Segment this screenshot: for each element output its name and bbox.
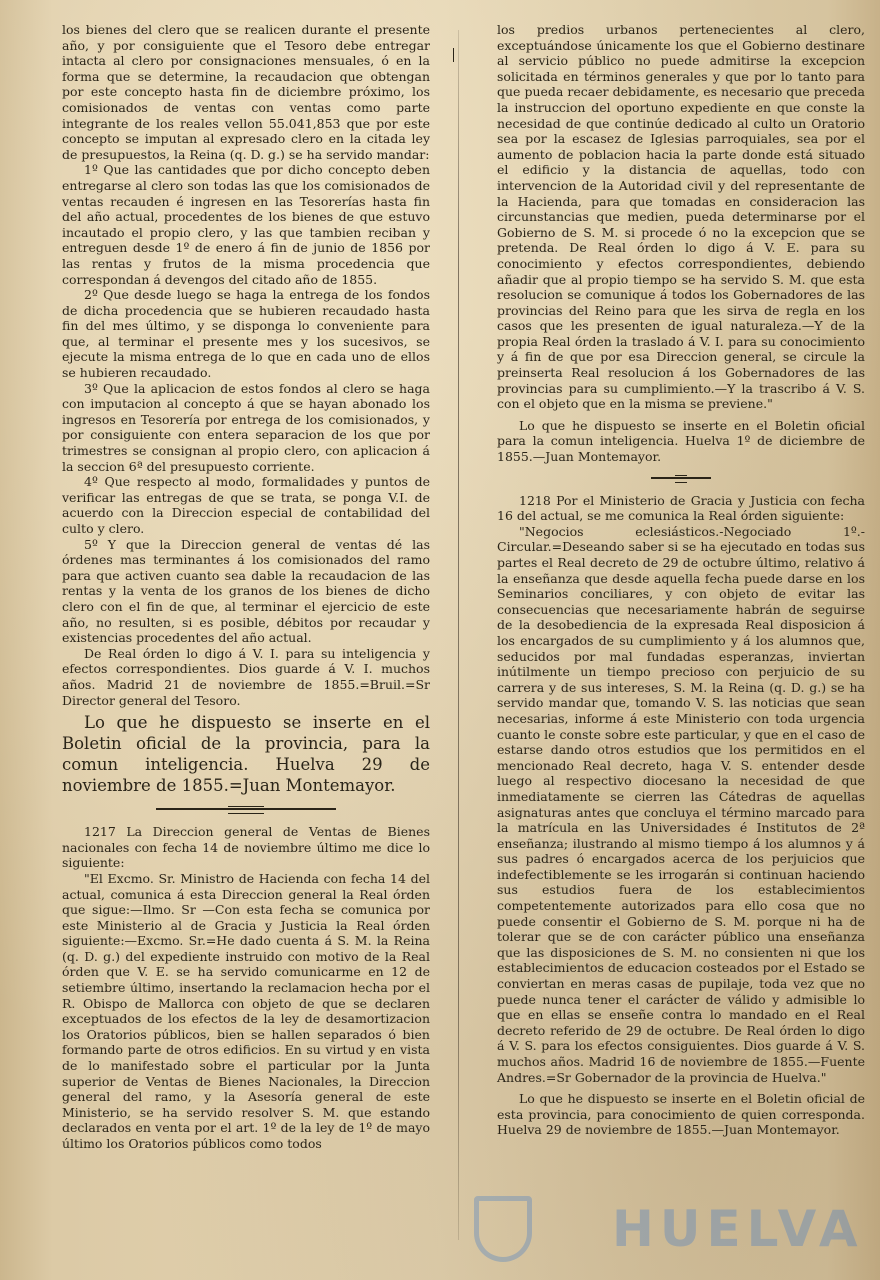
paragraph: De Real órden lo digo á V. I. para su inteligencia y efectos correspondientes. Dios guarde á V. I. muchos años. Madrid 21 de noviembre de 1855.=Bruil.=Sr Director general del Tesoro.: [62, 645, 430, 708]
huelva-watermark: [474, 1196, 864, 1262]
section-divider: [156, 804, 336, 814]
section-divider: [651, 473, 711, 483]
paragraph: 2º Que desde luego se haga la entrega de los fondos de dicha procedencia que se hubieren recaudado hasta fin del mes último, y se disponga lo conveniente para que, al terminar el presente mes y los sucesivos, se ejecute la misma entrega de lo que en cada uno de ellos se hubieren recaudado.: [62, 287, 430, 381]
paragraph: 3º Que la aplicacion de estos fondos al clero se haga con imputacion al concepto á que se hayan abonado los ingresos en Tesorería por entrega de los comisionados, y por consiguiente con entera separacion de los que por trimestres se consignan al propio clero, con aplicacion á la seccion 6ª del presupuesto corriente.: [62, 380, 430, 474]
section-1217-heading: 1217 La Direccion general de Ventas de Bienes nacionales con fecha 14 de noviembre último me dice lo siguiente:: [62, 824, 430, 871]
paragraph: "Negocios eclesiásticos.-Negociado 1º.-Circular.=Deseando saber si se ha ejecutado en todas sus partes el Real decreto de 29 de octubre último, relativo á la enseñanza que desde aquella fecha puede darse en los Seminarios conciliares, y con objeto de evitar las consecuencias que necesariamente habrán de seguirse de la desobediencia de la expresada Real disposicion á los encargados de su cumplimiento y á los alumnos que, seducidos por mal fundadas esperanzas, inviertan inútilmente un tiempo precioso con perjuicio de su carrera y de sus intereses, S. M. la Reina (q. D. g.) se ha servido mandar que, tomando V. S. las noticias que sean necesarias, informe á este Ministerio con toda urgencia cuanto le conste sobre este particular, y que en el caso de estarse dando otros estudios que los permitidos en el mencionado Real decreto, haga V. S. entender desde luego al respectivo diocesano la necesidad de que inmediatamente se cierren las Cátedras de aquellas asignaturas antes que concluya el término marcado para la matrícula en las Universidades é Institutos de 2ª enseñanza; ilustrando al mismo tiempo á los alumnos y á sus padres ó encargados acerca de los perjuicios que indefectiblemente se les irrogarán si continuan haciendo sus estudios fuera de los establecimientos competentemente autorizados para ello cosa que no puede consentir el Gobierno de S. M. porque ni ha de tolerar que se de con carácter público una enseñanza que las disposiciones de S. M. no consienten ni que los establecimientos de educacion costeados por el Estado se conviertan en meras casas de pupilaje, toda vez que no puede nunca tener el carácter de válido y admisible lo que en ellas se enseñe contra lo mandado en el Real decreto referido de 29 de octubre. De Real órden lo digo á V. S. para los efectos consiguientes. Dios guarde á V. S. muchos años. Madrid 16 de noviembre de 1855.—Fuente Andres.=Sr Gobernador de la provincia de Huelva.": [497, 523, 865, 1085]
closing-statement: Lo que he dispuesto se inserte en el Boletin oficial de la provincia, para la comun inteligencia. Huelva 29 de noviembre de 1855.=Juan Montemayor.: [62, 713, 430, 796]
paragraph: 5º Y que la Direccion general de ventas dé las órdenes mas terminantes á los comisionados del ramo para que activen cuanto sea dable la recaudacion de las rentas y la venta de los granos de los bienes de dicho clero con el fin de que, al terminar el ejercicio de este año, no resulten, si es posible, débitos por recaudar y existencias procedentes del año actual.: [62, 536, 430, 646]
section-1218-heading: 1218 Por el Ministerio de Gracia y Justicia con fecha 16 del actual, se me comunica la Real órden siguiente:: [497, 492, 865, 524]
paragraph: 1º Que las cantidades que por dicho concepto deben entregarse al clero son todas las que los comisionados de ventas recauden é ingresen en las Tesorerías hasta fin del año actual, procedentes de los bienes de que estuvo incautado el propio clero, y las que tambien reciban y entreguen desde 1º de enero á fin de junio de 1856 por las rentas y frutos de la misma procedencia que correspondan á devengos del citado año de 1855.: [62, 162, 430, 287]
paragraph: los predios urbanos pertenecientes al clero, exceptuándose únicamente los que el Gobierno destinare al servicio público no puede admitirse la excepcion solicitada en términos generales y que por lo tanto para que pueda recaer debidamente, es necesario que preceda la instruccion del oportuno expediente en que conste la necesidad de que continúe dedicado al culto un Oratorio sea por la escasez de Iglesias parroquiales, sea por el aumento de poblacion hacia la parte donde está situado el edificio y la distancia de aquellas, todo con intervencion de la Autoridad civil y del representante de la Hacienda, para que tomadas en consideracion las circunstancias que medien, pueda determinarse por el Gobierno de S. M. si procede ó no la excepcion que se pretenda. De Real órden lo digo á V. E. para su conocimiento y efectos correspondientes, debiendo añadir que al propio tiempo se ha servido S. M. que esta resolucion se comunique á todos los Gobernadores de las provincias del Reino para que les sirva de regla en los casos que les presenten de igual naturaleza.—Y de la propia Real órden la traslado á V. I. para su conocimiento y á fin de que por esa Direccion general, se circule la preinserta Real resolucion á los Gobernadores de las provincias para su cumplimiento.—Y la trascribo á V. S. con el objeto que en la misma se previene.": [497, 22, 865, 412]
shield-icon: [474, 1196, 532, 1262]
watermark-text: HUELVA: [612, 1200, 864, 1258]
column-divider-mark: [453, 48, 464, 62]
left-column: [62, 22, 430, 1152]
closing-statement: Lo que he dispuesto se inserte en el Boletin oficial para la comun inteligencia. Huelva 1º de diciembre de 1855.—Juan Montemayor.: [497, 417, 865, 465]
paragraph: 4º Que respecto al modo, formalidades y puntos de verificar las entregas de que se trata, se ponga V.I. de acuerdo con la Direccion especial de contabilidad del culto y clero.: [62, 474, 430, 536]
right-column: [497, 22, 865, 1138]
column-divider: [458, 30, 459, 1240]
paragraph: los bienes del clero que se realicen durante el presente año, y por consiguiente que el Tesoro debe entregar intacta al clero por consignaciones mensuales, ó en la forma que se determine, la recaudacion que obtengan por este concepto hasta fin de diciembre próximo, los comisionados de ventas con ventas como parte integrante de los reales vellon 55.041,853 que por este concepto se imputan al expresado clero en la citada ley de presupuestos, la Reina (q. D. g.) se ha servido mandar:: [62, 22, 430, 162]
closing-statement: Lo que he dispuesto se inserte en el Boletin oficial de esta provincia, para conocimiento de quien corresponda. Huelva 29 de noviembre de 1855.—Juan Montemayor.: [497, 1091, 865, 1138]
paragraph: "El Excmo. Sr. Ministro de Hacienda con fecha 14 del actual, comunica á esta Direccion general la Real órden que sigue:—Ilmo. Sr —Con esta fecha se comunica por este Ministerio al de Gracia y Justicia la Real órden siguiente:—Excmo. Sr.=He dado cuenta á S. M. la Reina (q. D. g.) del expediente instruido con motivo de la Real órden que V. E. se ha servido comunicarme en 12 de setiembre último, insertando la reclamacion hecha por el R. Obispo de Mallorca con objeto de que se declaren exceptuados de los efectos de la ley de desamortizacion los Oratorios públicos, bien se hallen separados ó bien formando parte de otros edificios. En su virtud y en vista de lo manifestado sobre el particular por la Junta superior de Ventas de Bienes Nacionales, la Direccion general del ramo, y la Asesoría general de este Ministerio, se ha servido resolver S. M. que estando declarados en venta por el art. 1º de la ley de 1º de mayo último los Oratorios públicos como todos: [62, 870, 430, 1151]
